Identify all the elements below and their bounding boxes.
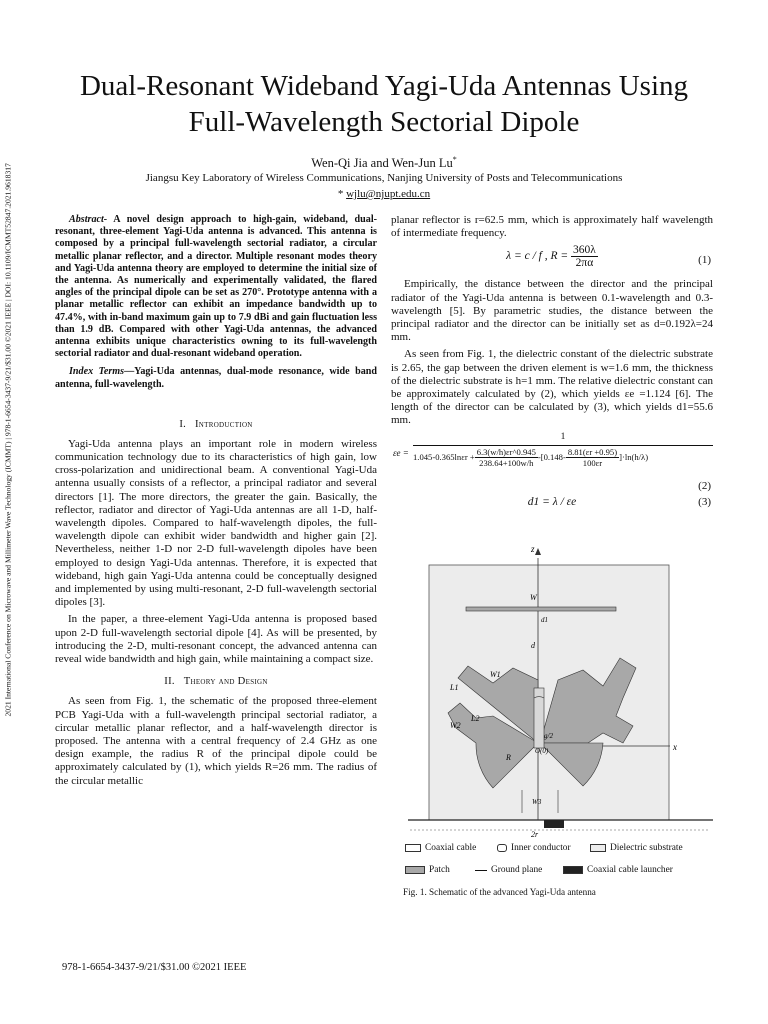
reflector-paragraph: planar reflector is r=62.5 mm, which is approximately half wavelength of intermediate frequency. xyxy=(391,214,713,240)
label-2r: 2r xyxy=(531,830,539,838)
legend-ground-label: Ground plane xyxy=(491,865,543,875)
distance-paragraph: Empirically, the distance between the director and the principal radiator of the Yagi-Uda antenna is between 0.1-wavelength and 0.3-wavelength [5]. By parametric studies, the distance between the principal radiator and the director can be initially set as d=0.192λ=24 mm. xyxy=(391,278,713,344)
label-z: z xyxy=(531,544,535,554)
eq3-label: (3) xyxy=(698,495,711,508)
title-line-2: Full-Wavelength Sectorial Dipole xyxy=(188,106,580,138)
figure-legend xyxy=(405,843,725,887)
label-l1: L1 xyxy=(450,683,459,692)
email-link[interactable]: wjlu@njupt.edu.cn xyxy=(346,188,431,200)
author-names: Wen-Qi Jia and Wen-Jun Lu xyxy=(311,156,453,171)
ground-swatch xyxy=(475,870,487,871)
email-prefix: * xyxy=(337,188,347,200)
legend-coax xyxy=(405,843,476,853)
eq2-f2-den: 100εr xyxy=(582,457,603,468)
label-origin: O(0) xyxy=(535,747,549,755)
equation-2 xyxy=(391,432,713,480)
figure-caption: Fig. 1. Schematic of the advanced Yagi-Uda antenna xyxy=(403,887,596,897)
section-2-number: II. xyxy=(164,676,175,688)
index-terms xyxy=(55,366,377,390)
dielectric-substrate xyxy=(429,565,669,820)
abstract xyxy=(55,214,377,360)
dielectric-paragraph: As seen from Fig. 1, the dielectric constant of the dielectric substrate is 2.65, the gap between the driven element is w=1.6 mm, the thickness of the dielectric substrate is h=1 mm. The relative dielectric constant can be approximately calculated by (2), which yields εe =1.124 [6]. The length of the director can be calculated by (3), which yields d1=55.6 mm. xyxy=(391,348,713,427)
label-l2: L2 xyxy=(471,714,480,723)
eq2-fraction-2 xyxy=(566,447,619,468)
eq1-label: (1) xyxy=(698,254,711,267)
eq2-mid: -[0.148- xyxy=(537,452,566,463)
eq2-lhs: εe = xyxy=(393,447,409,458)
label-w1: W1 xyxy=(490,670,501,679)
eq2-label-row xyxy=(391,480,713,496)
affiliation: Jiangsu Key Laboratory of Wireless Communications, Nanjing University of Posts and Telecommunications xyxy=(145,172,623,184)
intro-paragraph-2: In the paper, a three-element Yagi-Uda antenna is proposed based upon 2-D full-wavelength sectorial dipole [4]. As will be presented, by introducing the 2-D, multi-resonant concept, the advanced antenna can reveal wide bandwidth and high gain, while maintaining a compact size. xyxy=(55,613,377,666)
eq2-f2-num: 8.81(εr +0.95) xyxy=(567,446,618,457)
legend-dielectric-label: Dielectric substrate xyxy=(610,843,683,853)
label-g2: g/2 xyxy=(544,732,553,740)
paper-title xyxy=(30,68,738,140)
eq1-fraction xyxy=(571,244,598,269)
eq2-f1-num: 6.3(w/h)εr^0.945 xyxy=(476,446,536,457)
eq2-denominator-a: 1.045-0.365lnεr + xyxy=(413,452,475,463)
abstract-label: Abstract- xyxy=(69,214,108,225)
legend-row-2 xyxy=(405,865,725,887)
label-d1: d1 xyxy=(541,616,548,624)
eq2-end: ]·ln(h/λ) xyxy=(619,452,649,463)
eq2-f1-den: 238.64+100w/h xyxy=(479,457,534,468)
intro-paragraph-1: Yagi-Uda antenna plays an important role in modern wireless communication technology due to its characteristics of high gain, low cross-polarization and unidirectional beam. A conventional Yagi-Uda antenna usually consists of a reflector, a principal radiator and several directors [1]. The more directors, the greater the gain. Basically, the reflector, radiator and director of Yagi-Uda antennas are all 1-D, half-wavelength dipoles. Compared to half-wavelength dipoles, the full-wavelength dipole can exhibit wider bandwidth and higher gain [2]. Nevertheless, neither 1-D nor 2-D full-wavelength dipoles have been employed to design Yagi-Uda antennas. Therefore, it is expected that wideband, high gain Yagi-Uda antenna could be conceptually designed and implemented by using multi-resonant, 2-D full-wavelength sectorial dipoles [3]. xyxy=(55,437,377,609)
section-1-heading xyxy=(55,419,377,430)
label-w3: W3 xyxy=(532,798,542,806)
section-1-title: Introduction xyxy=(194,418,253,430)
legend-patch-label: Patch xyxy=(429,865,450,875)
launcher-swatch xyxy=(563,866,583,874)
eq2-top: 1 xyxy=(560,431,566,442)
side-citation: 2021 International Conference on Microwave and Millimeter Wave Technology (ICMMT) | 978-1-6654-3437-9/21/$31.00 ©2021 IEEE | DOI: 10.1109/ICMMT52847.2021.9618317 xyxy=(3,163,13,717)
design-paragraph-1: As seen from Fig. 1, the schematic of the proposed three-element PCB Yagi-Uda with a full-wavelength principal sectorial radiator, a circular metallic planar reflector, and a half-wavelength director is proposed. The antenna with a central frequency of 2.4 GHz as one design example, the radius R of the principal dipole could be approximately calculated by (1), which yields R=26 mm. The radius of the circular metallic xyxy=(55,695,377,787)
legend-inner-label: Inner conductor xyxy=(511,843,571,853)
equation-1 xyxy=(391,244,713,278)
index-terms-text: —Yagi-Uda antennas, dual-mode resonance, wide band antenna, full-wavelength. xyxy=(55,366,377,390)
authors xyxy=(30,152,738,171)
coax-swatch xyxy=(405,844,421,852)
antenna-schematic xyxy=(398,538,718,838)
abstract-text: A novel design approach to high-gain, wideband, dual-resonant, three-element Yagi-Uda antenna is advanced. This antenna is composed by a principal full-wavelength sectorial radiator, a circular metallic planar reflector, and a director. Multiple resonant modes theory and Yagi-Uda antenna theory are employed to determine the initial size of the antenna. As numerically and experimentally validated, the flared angles of the principal dipole can be set as 270°. Prototype antenna with a planar metallic reflector can exhibit an impedance bandwidth up to 47.4%, with in-band maximum gain up to 7.9 dBi and gain fluctuation less than 1.9 dB. Compared with other Yagi-Uda antennas, the advanced antenna exhibits unique characteristics owning to its full-wavelength sectorial radiator and dual-resonant wideband operation. xyxy=(55,214,377,360)
section-2-title: Theory and Design xyxy=(183,676,268,688)
left-column xyxy=(55,214,377,792)
patch-swatch xyxy=(405,866,425,874)
title-line-1: Dual-Resonant Wideband Yagi-Uda Antennas Using xyxy=(79,70,689,102)
label-d: d xyxy=(531,641,535,650)
legend-launcher-label: Coaxial cable launcher xyxy=(587,865,673,875)
email-line xyxy=(30,187,738,201)
eq1-denominator: 2πα xyxy=(575,257,594,270)
section-2-heading xyxy=(55,676,377,687)
legend-row-1 xyxy=(405,843,725,865)
section-1-number: I. xyxy=(179,418,187,430)
label-r: R xyxy=(506,753,511,762)
dielectric-swatch xyxy=(590,844,606,852)
inner-swatch xyxy=(497,844,507,852)
index-terms-label: Index Terms xyxy=(69,366,125,378)
eq2-label: (2) xyxy=(698,479,711,492)
equation-3 xyxy=(391,496,713,516)
legend-dielectric xyxy=(590,843,683,853)
coaxial-launcher xyxy=(544,820,564,828)
legend-ground xyxy=(475,865,542,875)
legend-inner xyxy=(497,843,571,853)
legend-launcher xyxy=(563,865,673,875)
eq3-text: d1 = λ / εe xyxy=(527,495,577,508)
eq2-fraction-1 xyxy=(475,447,538,468)
right-column xyxy=(391,214,713,516)
eq1-lhs: λ = c / f , R = xyxy=(506,250,572,263)
z-axis-arrow xyxy=(535,548,541,555)
director xyxy=(466,607,616,611)
eq1-numerator: 360λ xyxy=(573,244,596,257)
eq2-denominator xyxy=(413,447,723,468)
label-x: x xyxy=(673,742,677,752)
label-w2: W2 xyxy=(450,721,461,730)
label-w: W xyxy=(530,593,537,602)
footer-copyright: 978-1-6654-3437-9/21/$31.00 ©2021 IEEE xyxy=(62,962,247,973)
author-mark: * xyxy=(452,155,457,164)
legend-coax-label: Coaxial cable xyxy=(425,843,477,853)
legend-patch xyxy=(405,865,450,875)
